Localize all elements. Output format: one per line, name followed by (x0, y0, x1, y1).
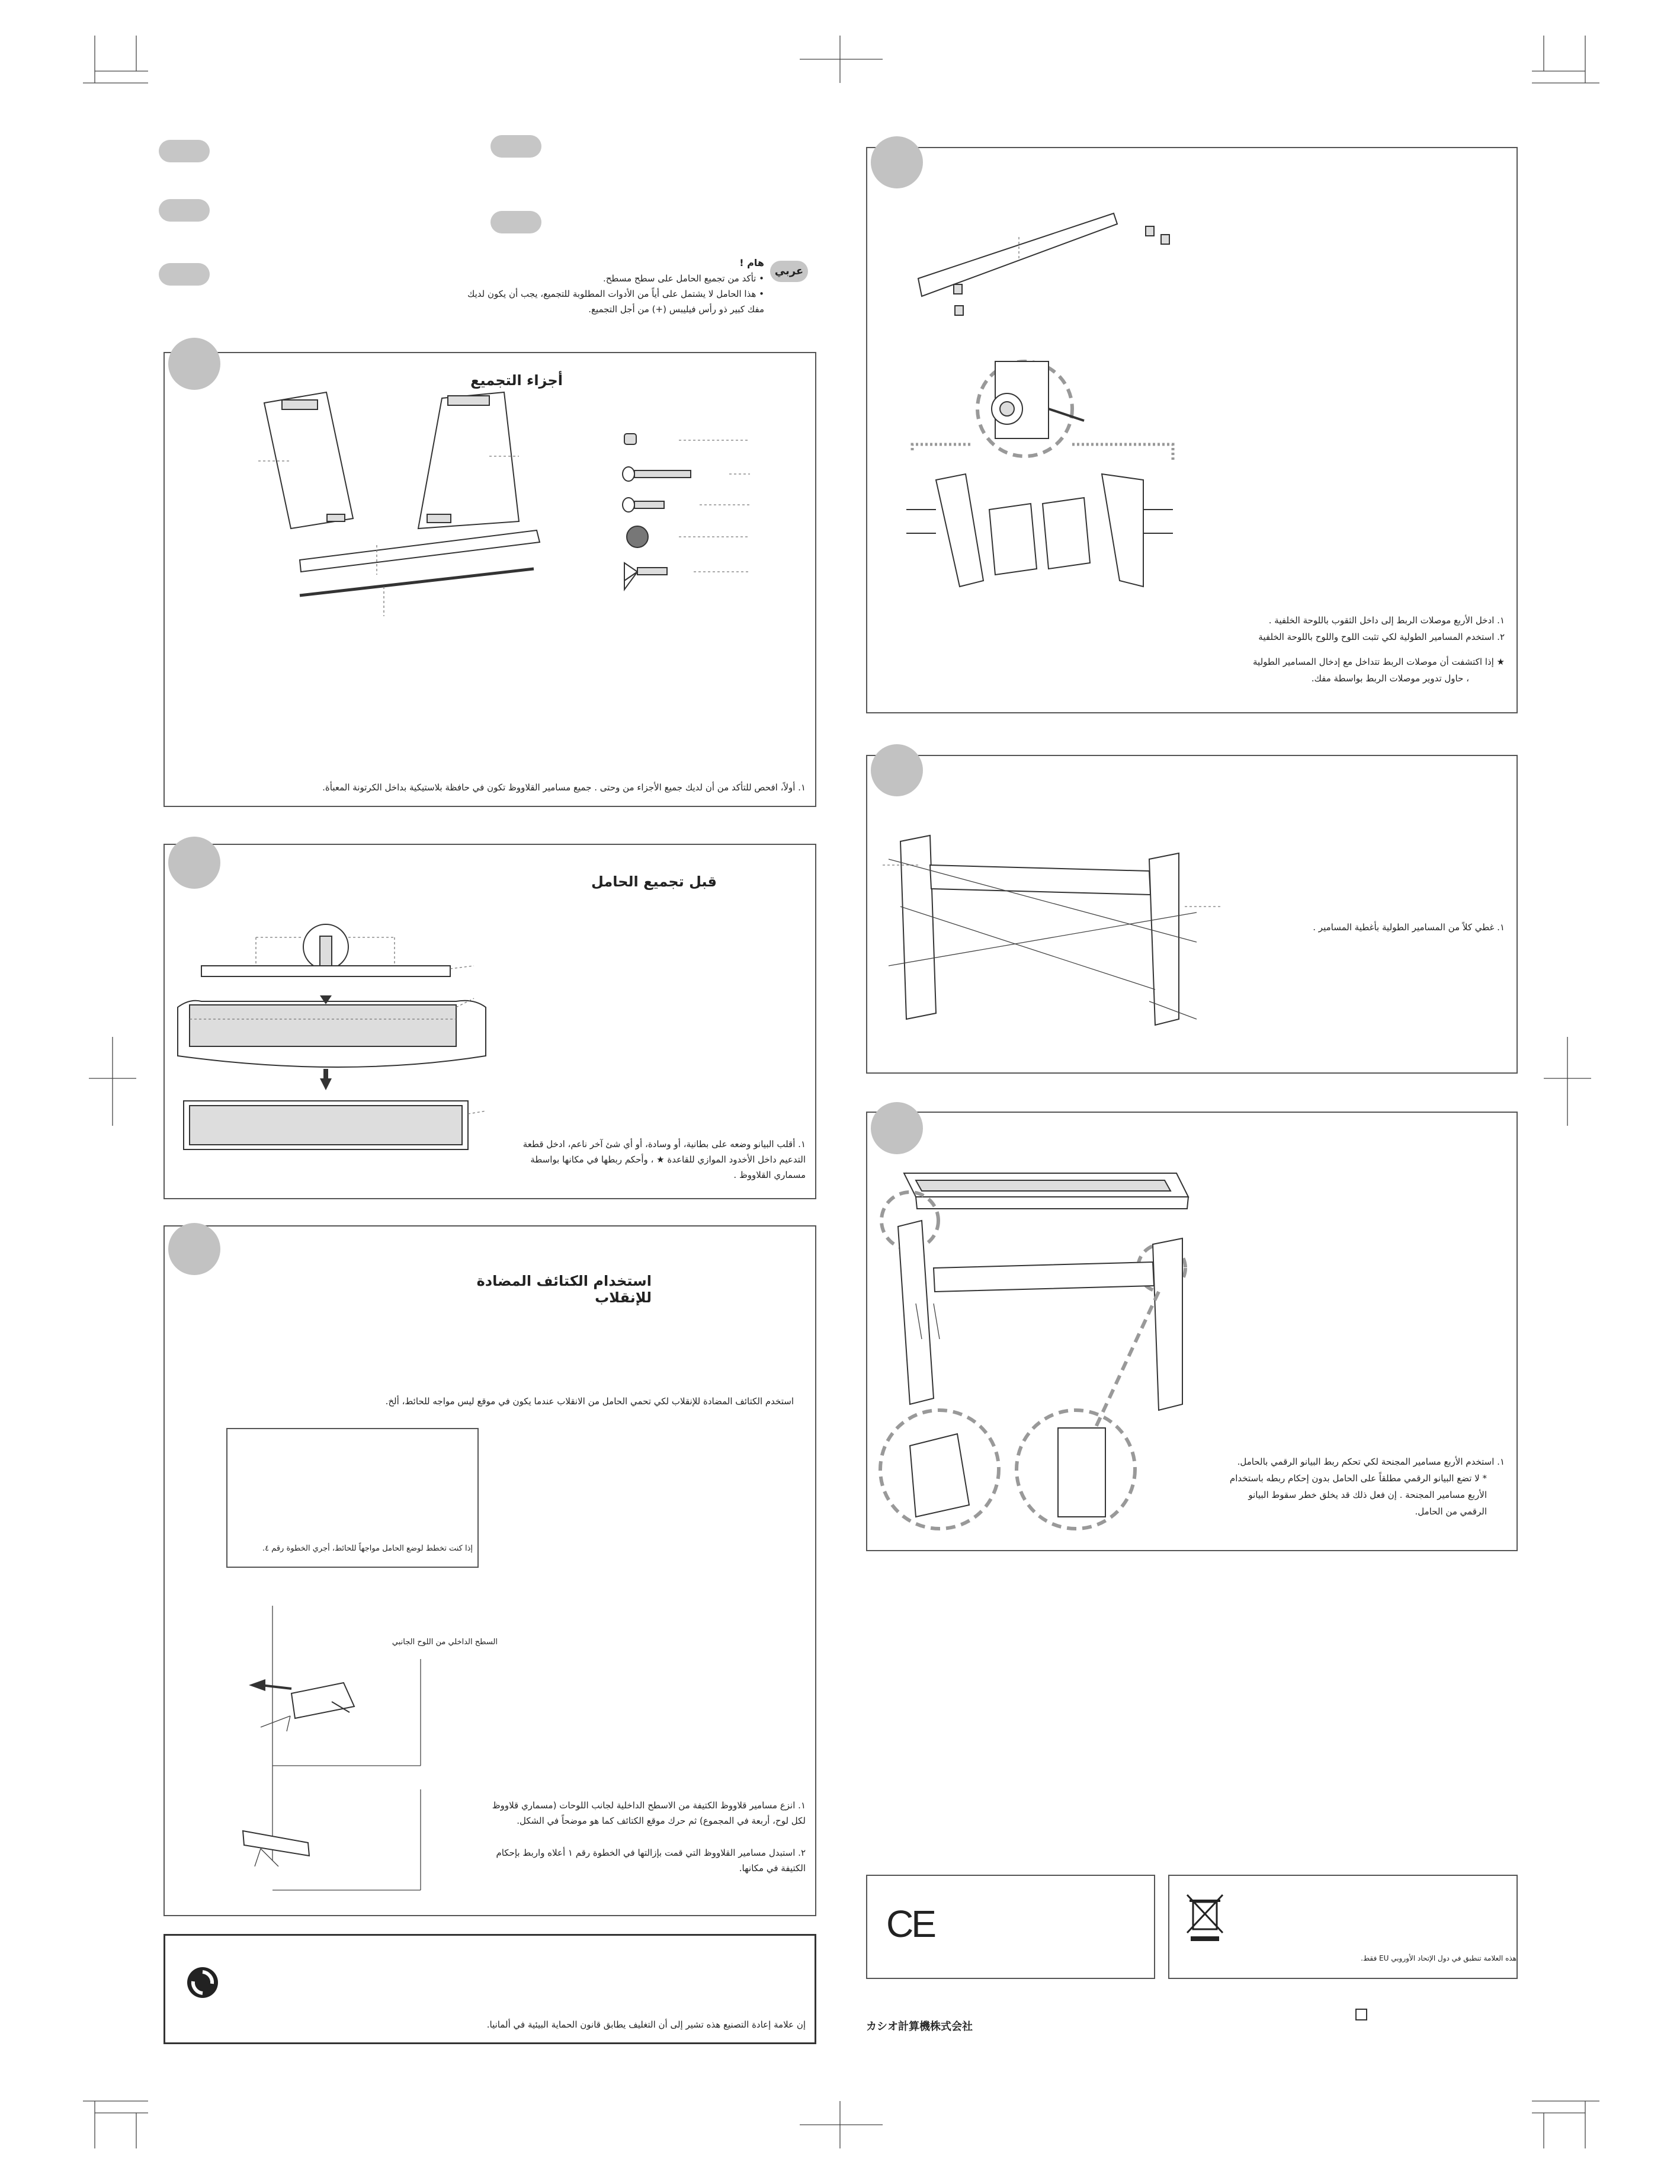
anti-tip-step-1: ١. انزع مسامير قلاووظ الكتيفة من الاسطح الداخلية لجانب اللوحات (مسماري قلاووظ لكل لوح، أربعة في المجموع) ثم حرك موقع الكتائف كما هو موضحاً في الشكل. (492, 1800, 806, 1826)
connect-illustration (900, 201, 1315, 569)
important-item-2: • هذا الحامل لا يشتمل على أياً من الأدوات المطلوبة للتجميع، يجب أن يكون لديك مفك كبير ذو رأس فيليبس (+) من أجل التجميع. (467, 289, 764, 315)
anti-tip-intro: استخدم الكتائف المضادة للإنقلاب لكي تحمي الحامل من الانقلاب عندما يكون في موقع ليس مواجه للحائط، ألخ. (385, 1396, 794, 1407)
important-notice (462, 255, 764, 317)
parts-illustration (163, 379, 815, 675)
weee-bin-icon (1185, 1890, 1226, 1943)
mount-note-3: الرقمي من الحامل. (1415, 1506, 1487, 1517)
company-name: カシオ計算機株式会社 (866, 2020, 973, 2033)
anti-tip-title: استخدام الكتائف المضادة للإنقلاب (476, 1273, 652, 1306)
important-title: هام ! (739, 257, 764, 268)
connect-step-1: ١. ادخل الأربع موصلات الربط إلى داخل الثقوب باللوحة الخلفية . (1268, 615, 1505, 626)
blank-label-2 (159, 199, 210, 222)
step-disc-before (168, 837, 220, 889)
parts-title: أجزاء التجميع (470, 372, 563, 389)
mount-note-1: * لا تضع البيانو الرقمي مطلقاً على الحامل بدون إحكام ربطه باستخدام (1229, 1473, 1487, 1484)
connect-note-1: ★ إذا اكتشفت أن موصلات الربط تتداخل مع إدخال المسامير الطولية (1253, 657, 1505, 667)
connect-note-2: ، حاول تدوير موصلات الربط بواسطة مفك. (1311, 673, 1469, 684)
ce-mark: CE (886, 1903, 934, 1945)
before-illustration (166, 901, 521, 1149)
mount-step-1: ١. استخدم الأربع مسامير المجنحة لكي تحكم ربط البيانو الرقمي بالحامل. (1237, 1456, 1505, 1467)
before-title: قبل تجميع الحامل (591, 873, 717, 890)
inner-surface-label: السطح الداخلي من اللوح الجانبي (392, 1638, 498, 1647)
language-badge: عربي (770, 261, 808, 282)
blank-label-1 (159, 140, 210, 162)
cover-illustration (877, 824, 1208, 1049)
blank-label-4 (490, 135, 541, 158)
blank-label-3 (159, 263, 210, 286)
recycle-text: إن علامة إعادة التصنيع هذه تشير إلى أن التغليف يطابق قانون الحماية البيئية في ألمانيا. (486, 2019, 806, 2030)
blank-label-5 (490, 211, 541, 233)
step-disc-cover (871, 744, 923, 796)
cover-step-1: ١. غطي كلاً من المسامير الطولية بأغطية المسامير . (1313, 922, 1505, 933)
important-item-1: • تأكد من تجميع الحامل على سطح مسطح. (602, 273, 764, 284)
recycle-icon (185, 1965, 220, 2000)
small-square (1355, 2009, 1367, 2020)
mount-note-2: الأربع مسامير المجنحة . إن فعل ذلك قد يخلق خطر سقوط البيانو (1248, 1490, 1487, 1500)
anti-tip-step-2: ٢. استبدل مسامير القلاووظ التي قمت بإزالتها في الخطوة رقم ١ أعلاه واربط بإحكام الكتيفة في مكانها. (496, 1847, 806, 1874)
connect-step-2: ٢. استخدم المسامير الطولية لكي تثبت اللوح واللوح باللوحة الخلفية (1258, 632, 1505, 642)
step-disc-anti-tip (168, 1223, 220, 1275)
step-disc-connect (871, 136, 923, 188)
parts-step-1: ١. أولاً، افحص للتأكد من أن لديك جميع الأجزاء من وحتى . جميع مسامير القلاووظ تكون في حافظة بلاستيكية بداخل الكرتونة المعبأة. (322, 782, 806, 793)
step-disc-mount (871, 1102, 923, 1154)
anti-tip-illustration (237, 1600, 474, 1896)
weee-text: هذه العلامة تنطبق في دول الإتحاد الأوروبي EU فقط. (1361, 1954, 1517, 1962)
before-step-1: ١. أقلب البيانو وضعه على بطانية، أو وسادة، أو أي شئ آخر ناعم، ادخل قطعة التدعيم داخل الأخدود الموازي للقاعدة ★ ، وأحكم ربطها في مكانها بواسطة مسماري القلاووظ . (522, 1139, 806, 1180)
anti-tip-note: إذا كنت تخطط لوضع الحامل مواجهاً للحائط، أجري الخطوة رقم ٤. (262, 1544, 473, 1553)
